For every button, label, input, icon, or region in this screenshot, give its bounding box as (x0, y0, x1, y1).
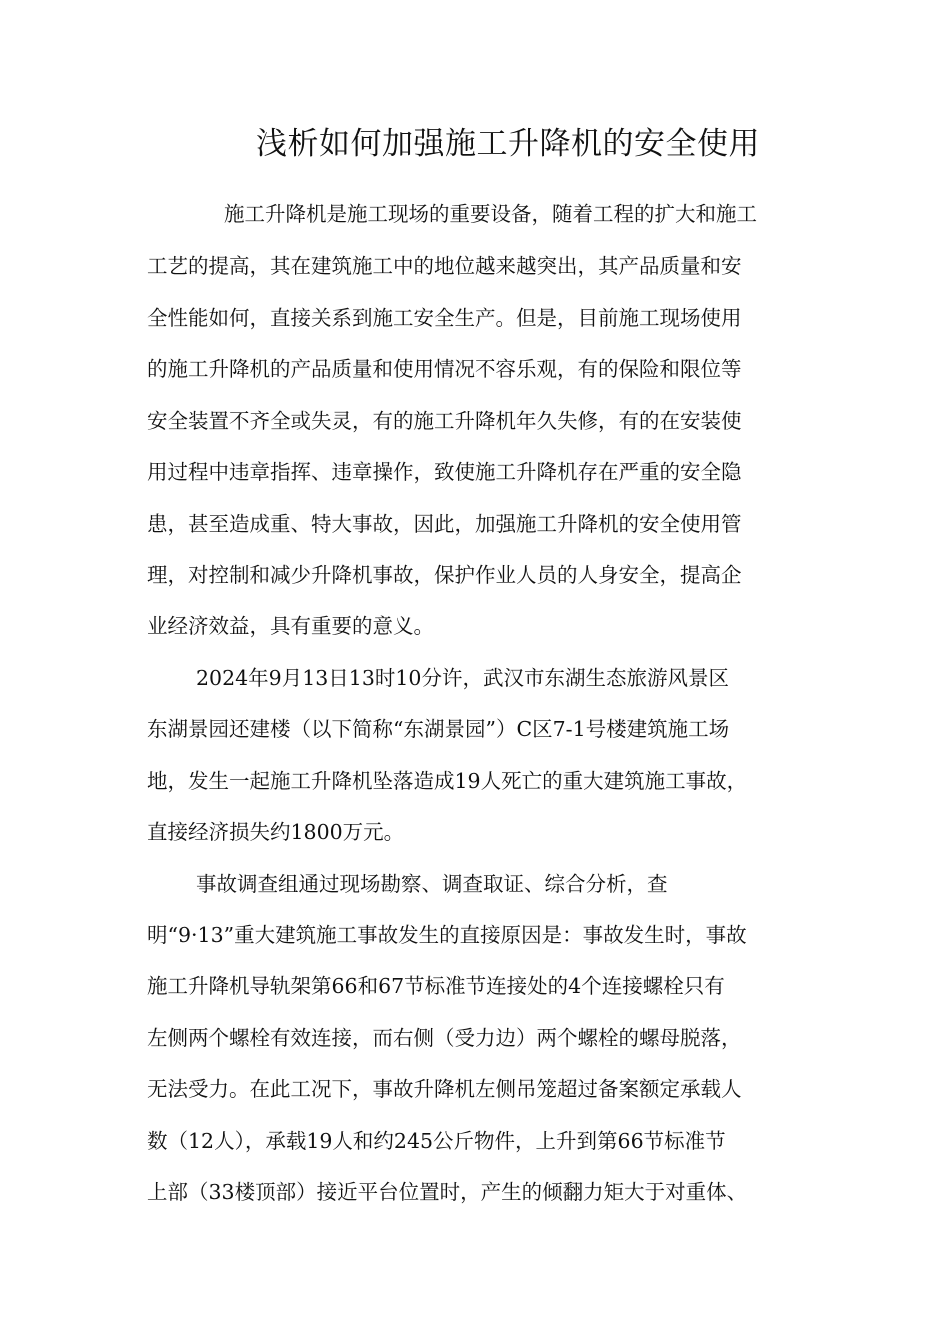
paragraph-line: 用过程中违章指挥、违章操作，致使施工升降机存在严重的安全隐 (147, 460, 742, 484)
paragraph-line: 安全装置不齐全或失灵，有的施工升降机年久失修，有的在安装使 (147, 409, 742, 433)
paragraph-line: 直接经济损失约1800万元。 (147, 820, 405, 844)
paragraph-line: 无法受力。在此工况下，事故升降机左侧吊笼超过备案额定承载人 (147, 1077, 742, 1101)
paragraph-line: 事故调查组通过现场勘察、调查取证、综合分析，查 (196, 872, 668, 896)
paragraph-line: 患，甚至造成重、特大事故，因此，加强施工升降机的安全使用管 (147, 512, 742, 536)
paragraph-line: 上部（33楼顶部）接近平台位置时，产生的倾翻力矩大于对重体、 (147, 1180, 748, 1204)
paragraph-line: 业经济效益，具有重要的意义。 (147, 614, 434, 638)
paragraph-line: 东湖景园还建楼（以下简称“东湖景园”）C区7-1号楼建筑施工场 (147, 717, 730, 741)
paragraph-line: 明“9·13”重大建筑施工事故发生的直接原因是：事故发生时，事故 (147, 923, 747, 947)
paragraph-line: 2024年9月13日13时10分许，武汉市东湖生态旅游风景区 (196, 666, 729, 690)
paragraph-line: 地，发生一起施工升降机坠落造成19人死亡的重大建筑施工事故， (147, 769, 748, 793)
paragraph-line: 数（12人），承载19人和约245公斤物件，上升到第66节标准节 (147, 1129, 726, 1153)
paragraph-line: 理，对控制和减少升降机事故，保护作业人员的人身安全，提高企 (147, 563, 742, 587)
paragraph-line: 的施工升降机的产品质量和使用情况不容乐观，有的保险和限位等 (147, 357, 742, 381)
paragraph-line: 工艺的提高，其在建筑施工中的地位越来越突出，其产品质量和安 (147, 254, 742, 278)
paragraph-line: 施工升降机导轨架第66和67节标准节连接处的4个连接螺栓只有 (147, 974, 725, 998)
paragraph-line: 左侧两个螺栓有效连接，而右侧（受力边）两个螺栓的螺母脱落， (147, 1026, 742, 1050)
paragraph-line: 全性能如何，直接关系到施工安全生产。但是，目前施工现场使用 (147, 306, 742, 330)
document-title: 浅析如何加强施工升降机的安全使用 (256, 126, 760, 162)
paragraph-line: 施工升降机是施工现场的重要设备，随着工程的扩大和施工 (224, 202, 757, 226)
